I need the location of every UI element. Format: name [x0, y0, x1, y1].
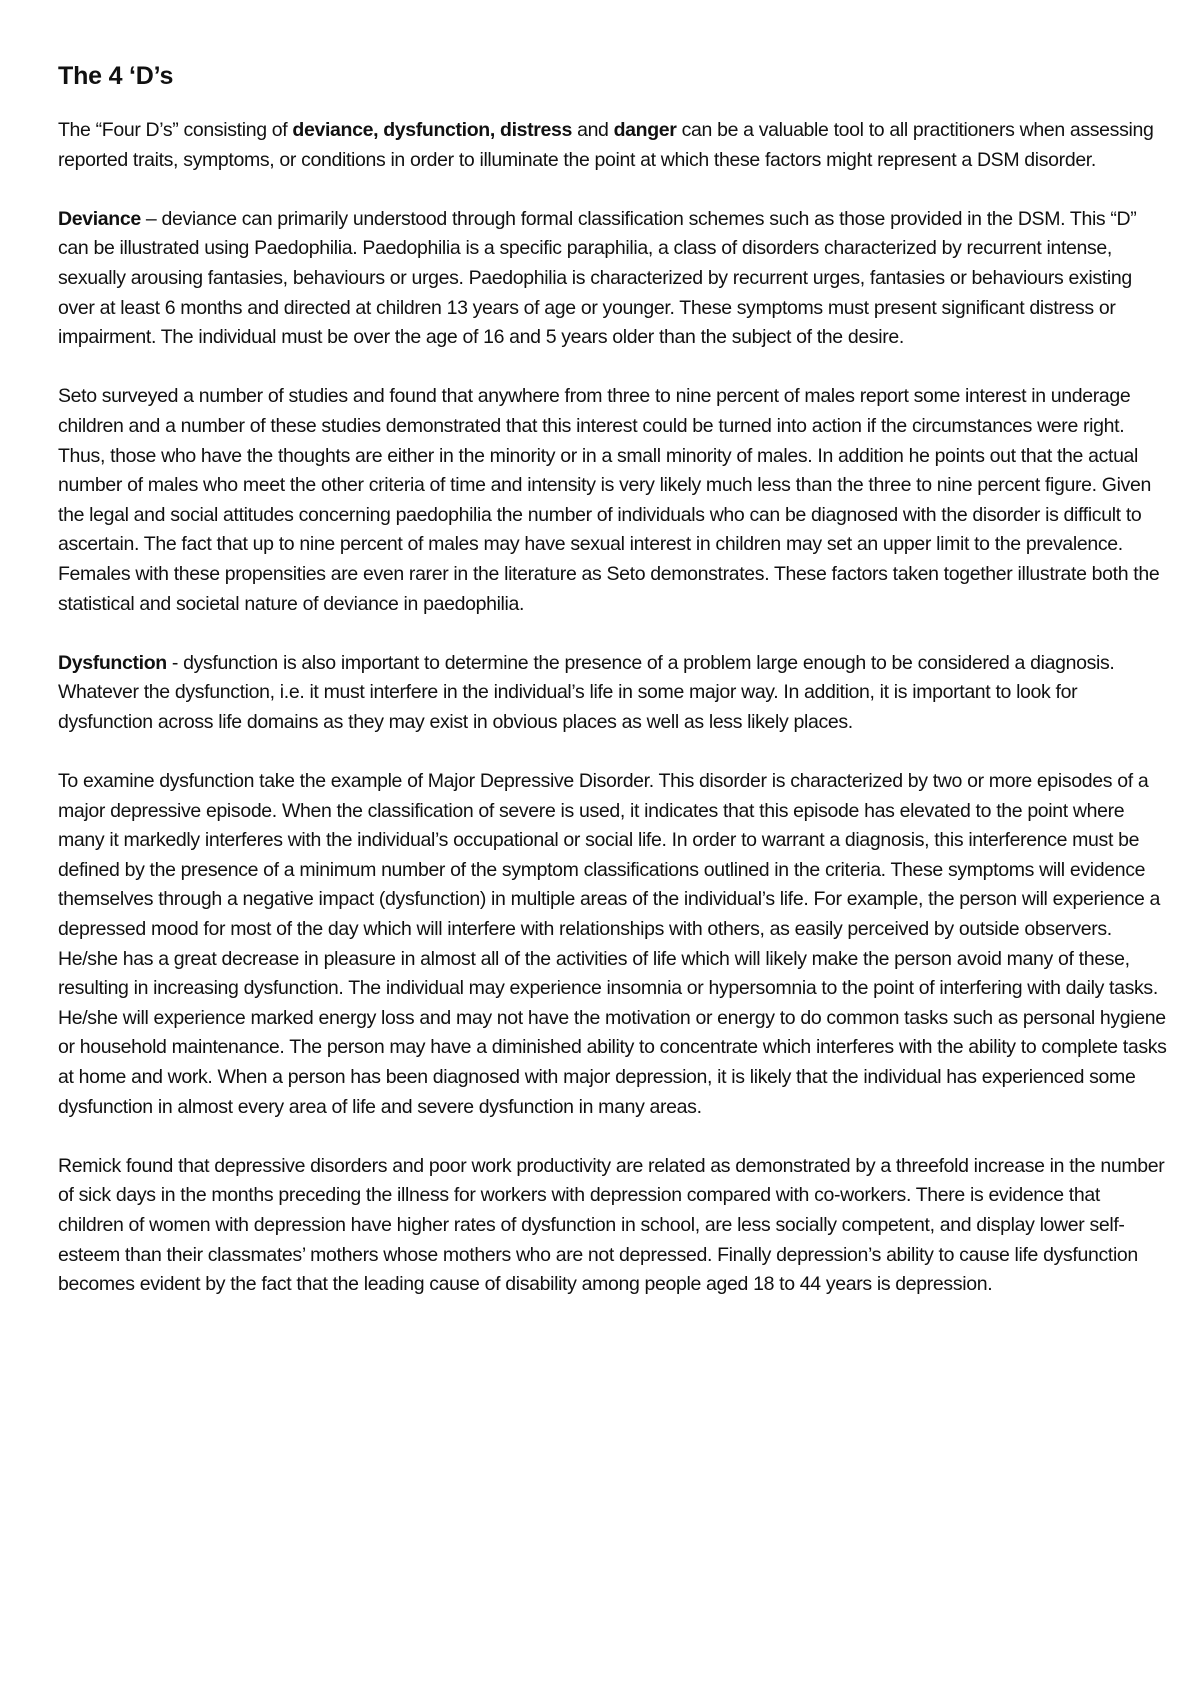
seto-paragraph: Seto surveyed a number of studies and found that anywhere from three to nine percent of males report some interest in underage children and a number of these studies demonstrated that this interest could be turned into action if the circumstances were right. Thus, those who have the thoughts are either in the minority or in a small minority of males. In addition he points out that the actual number of males who meet the other criteria of time and intensity is very likely much less than the three to nine percent figure. Given the legal and social attitudes concerning paedophilia the number of individuals who can be diagnosed with the disorder is difficult to ascertain. The fact that up to nine percent of males may have sexual interest in children may set an upper limit to the prevalence. Females with these propensities are even rarer in the literature as Seto demonstrates. These factors taken together illustrate both the statistical and societal nature of deviance in paedophilia.: [58, 385, 1160, 615]
dysfunction-text: - dysfunction is also important to determine the presence of a problem large enough to be considered a diagnosis. Whatever the dysfunction, i.e. it must interfere in the individual’s life in some major way. In addition, it is important to look for dysfunction across life domains as they may exist in obvious places as well as less likely places.: [58, 651, 1115, 733]
document-title: The 4 ‘D’s: [58, 62, 174, 90]
dysfunction-paragraph: [58, 649, 1168, 738]
intro-paragraph: [58, 116, 1168, 175]
deviance-paragraph: [58, 205, 1168, 353]
mdd-paragraph: To examine dysfunction take the example of Major Depressive Disorder. This disorder is characterized by two or more episodes of a major depressive episode. When the classification of severe is used, it indicates that this episode has elevated to the point where many it markedly interferes with the individual’s occupational or social life. In order to warrant a diagnosis, this interference must be defined by the presence of a minimum number of the symptom classifications outlined in the criteria. These symptoms will evidence themselves through a negative impact (dysfunction) in multiple areas of the individual’s life. For example, the person will experience a depressed mood for most of the day which will interfere with relationships with others, as easily perceived by outside observers. He/she has a great decrease in pleasure in almost all of the activities of life which will likely make the person avoid many of these, resulting in increasing dysfunction. The individual may experience insomnia or hypersomnia to the point of interfering with daily tasks. He/she will experience marked energy loss and may not have the motivation or energy to do common tasks such as personal hygiene or household maintenance. The person may have a diminished ability to concentrate which interferes with the ability to complete tasks at home and work. When a person has been diagnosed with major depression, it is likely that the individual has experienced some dysfunction in almost every area of life and severe dysfunction in many areas.: [58, 770, 1167, 1118]
intro-text-3: can be a valuable tool to all practitioners when assessing reported traits, symptoms, or conditions in order to illuminate the point at which these factors might represent a DSM disorder.: [58, 119, 1154, 171]
intro-bold-terms: deviance, dysfunction, distress: [292, 119, 572, 141]
remick-paragraph: Remick found that depressive disorders and poor work productivity are related as demonstrated by a threefold increase in the number of sick days in the months preceding the illness for workers with depression compared with co-workers. There is evidence that children of women with depression have higher rates of dysfunction in school, are less socially competent, and display lower self-esteem than their classmates’ mothers whose mothers who are not depressed. Finally depression’s ability to cause life dysfunction becomes evident by the fact that the leading cause of disability among people aged 18 to 44 years is depression.: [58, 1154, 1165, 1296]
deviance-text: – deviance can primarily understood through formal classification schemes such as those provided in the DSM. This “D” can be illustrated using Paedophilia. Paedophilia is a specific paraphilia, a class of disorders characterized by recurrent intense, sexually arousing fantasies, behaviours or urges. Paedophilia is characterized by recurrent urges, fantasies or behaviours existing over at least 6 months and directed at children 13 years of age or younger. These symptoms must present significant distress or impairment. The individual must be over the age of 16 and 5 years older than the subject of the desire.: [58, 207, 1137, 349]
document-page: [58, 60, 1168, 1329]
intro-text-1: The “Four D’s” consisting of: [58, 119, 293, 141]
dysfunction-term: Dysfunction: [58, 651, 167, 674]
deviance-term: Deviance: [58, 207, 141, 230]
intro-text-2: and: [572, 119, 614, 141]
intro-bold-danger: danger: [613, 119, 677, 141]
